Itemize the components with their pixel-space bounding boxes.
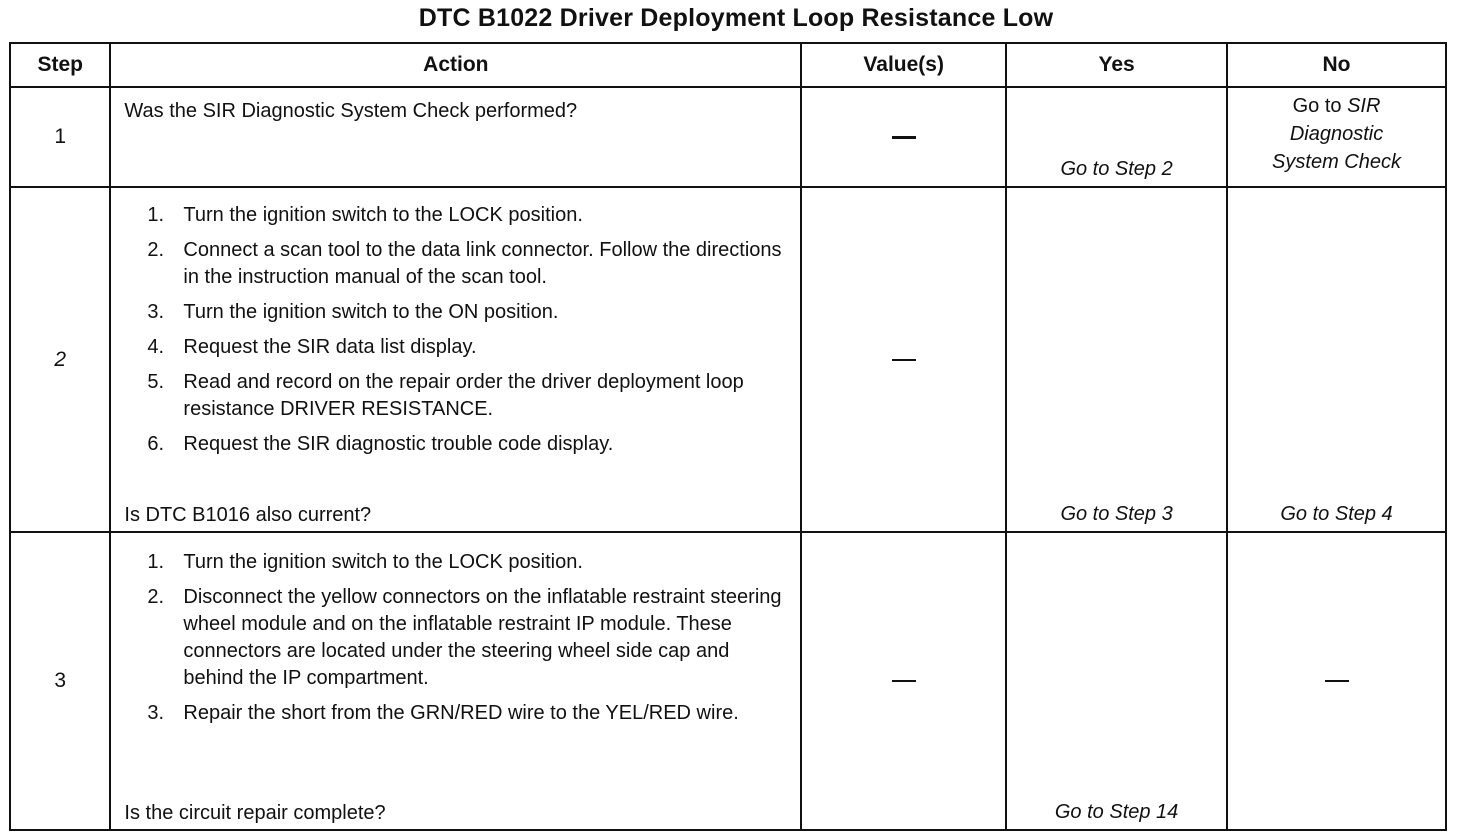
- yes-result: Go to Step 3: [1060, 503, 1173, 525]
- list-item: [147, 369, 790, 423]
- header-step: Step: [10, 43, 110, 87]
- yes-result: Go to Step 14: [1054, 801, 1179, 823]
- yes-cell: [1006, 87, 1227, 187]
- action-question: Is DTC B1016 also current?: [124, 504, 372, 526]
- no-cell: [1227, 532, 1446, 830]
- action-cell: [110, 532, 801, 830]
- dash-mark: [892, 136, 916, 139]
- no-cell: [1227, 87, 1446, 187]
- list-item: [147, 549, 790, 576]
- value-cell: [801, 187, 1006, 532]
- no-result-link-1: SIR: [1347, 95, 1381, 117]
- list-item-text: Disconnect the yellow connectors on the inflatable restraint steering wheel module and on the inflatable restraint IP module. These connectors are located under the steering wheel side cap and behind the IP compartment.: [183, 586, 782, 689]
- list-item-number: 6.: [147, 433, 165, 455]
- list-item-text: Turn the ignition switch to the LOCK position.: [183, 551, 583, 573]
- step-number: 2: [10, 187, 110, 532]
- dash-mark: [892, 359, 916, 361]
- list-item-text: Turn the ignition switch to the ON position.: [183, 301, 559, 323]
- action-question: Is the circuit repair complete?: [124, 802, 386, 824]
- list-item-text: Request the SIR diagnostic trouble code display.: [183, 433, 614, 455]
- page-title: DTC B1022 Driver Deployment Loop Resistance Low: [418, 4, 1054, 32]
- table-row: [10, 532, 1446, 830]
- action-steps-list: [147, 202, 790, 466]
- list-item: [147, 700, 790, 727]
- table-row: [10, 87, 1446, 187]
- list-item: [147, 431, 790, 458]
- header-yes: Yes: [1006, 43, 1227, 87]
- diagnostic-table: [9, 42, 1447, 831]
- list-item: [147, 334, 790, 361]
- yes-cell: [1006, 532, 1227, 830]
- dash-mark: [892, 680, 916, 682]
- yes-result: Go to Step 2: [1060, 158, 1173, 180]
- header-action: Action: [110, 43, 801, 87]
- list-item-number: 3.: [147, 301, 165, 323]
- list-item-text: Repair the short from the GRN/RED wire to the YEL/RED wire.: [183, 702, 739, 724]
- header-values: Value(s): [801, 43, 1006, 87]
- list-item: [147, 299, 790, 326]
- list-item: [147, 584, 790, 692]
- header-no: No: [1227, 43, 1446, 87]
- list-item-text: Connect a scan tool to the data link connector. Follow the directions in the instruction manual of the scan tool.: [183, 239, 782, 288]
- list-item-number: 1.: [147, 204, 165, 226]
- list-item-number: 2.: [147, 239, 165, 261]
- table-row: [10, 187, 1446, 532]
- list-item-number: 5.: [147, 371, 165, 393]
- no-result-prefix: Go to: [1292, 95, 1342, 117]
- list-item-number: 4.: [147, 336, 165, 358]
- list-item-number: 2.: [147, 586, 165, 608]
- list-item: [147, 237, 790, 291]
- action-question: Was the SIR Diagnostic System Check performed?: [124, 100, 578, 122]
- no-result: [1228, 92, 1445, 176]
- list-item-text: Turn the ignition switch to the LOCK position.: [183, 204, 583, 226]
- list-item-number: 1.: [147, 551, 165, 573]
- action-cell: [110, 187, 801, 532]
- list-item-text: Read and record on the repair order the driver deployment loop resistance DRIVER RESISTANCE.: [183, 371, 744, 420]
- step-number: 3: [10, 532, 110, 830]
- table-header-row: [10, 43, 1446, 87]
- action-steps-list: [147, 549, 790, 735]
- no-cell: [1227, 187, 1446, 532]
- no-result: Go to Step 4: [1280, 503, 1393, 525]
- value-cell: [801, 87, 1006, 187]
- list-item: [147, 202, 790, 229]
- value-cell: [801, 532, 1006, 830]
- step-number: 1: [10, 87, 110, 187]
- no-result-link-2: Diagnostic: [1289, 123, 1384, 145]
- list-item-text: Request the SIR data list display.: [183, 336, 477, 358]
- yes-cell: [1006, 187, 1227, 532]
- no-result-link-3: System Check: [1272, 151, 1401, 173]
- list-item-number: 3.: [147, 702, 165, 724]
- dash-mark: [1325, 680, 1349, 682]
- action-cell: [110, 87, 801, 187]
